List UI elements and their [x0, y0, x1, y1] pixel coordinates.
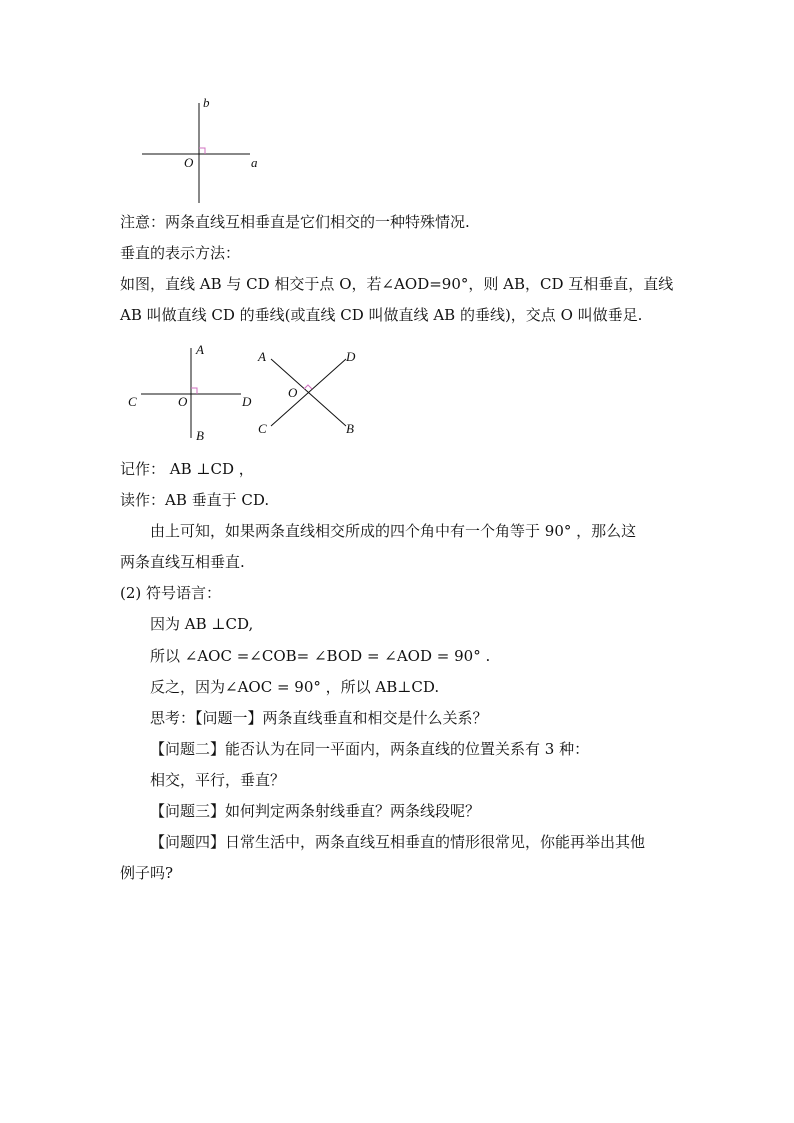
label-b: B	[346, 421, 354, 436]
label-a: A	[196, 342, 204, 357]
because-statement: 因为 AB ⊥CD,	[150, 615, 254, 633]
figure-cross-diagonal	[250, 345, 365, 440]
figure-cross-upright	[125, 340, 265, 445]
label-b: b	[203, 95, 210, 110]
question-one: 思考：【问题一】两条直线垂直和相交是什么关系？	[150, 709, 488, 727]
question-three: 【问题三】如何判定两条射线垂直？两条线段呢？	[150, 802, 481, 820]
note-text: 注意：两条直线互相垂直是它们相交的一种特殊情况.	[120, 213, 470, 231]
right-angle-mark	[191, 388, 197, 394]
label-c: C	[128, 394, 137, 409]
reading-text: 读作：AB 垂直于 CD.	[120, 491, 270, 509]
label-b: B	[196, 428, 204, 443]
figure-perpendicular-ab	[130, 95, 270, 210]
right-angle-mark	[199, 148, 205, 154]
question-two-line-1: 【问题二】能否认为在同一平面内，两条直线的位置关系有 3 种：	[150, 740, 590, 758]
paragraph-line-1: 如图，直线 AB 与 CD 相交于点 O，若∠AOD=90°，则 AB，CD 互相垂直，直线	[120, 275, 674, 293]
question-four-line-1: 【问题四】日常生活中，两条直线互相垂直的情形很常见，你能再举出其他	[150, 833, 646, 851]
conclusion-line-2: 两条直线互相垂直.	[120, 553, 245, 571]
label-c: C	[258, 421, 267, 436]
right-angle-mark	[304, 385, 312, 389]
therefore-statement: 所以 ∠AOC =∠COB= ∠BOD = ∠AOD = 90° .	[150, 647, 491, 665]
label-d: D	[242, 394, 252, 409]
label-o: O	[288, 385, 298, 400]
label-a: A	[258, 349, 266, 364]
label-a: a	[251, 155, 258, 170]
converse-statement: 反之，因为∠AOC = 90° ，所以 AB⊥CD.	[150, 678, 440, 696]
conclusion-line-1: 由上可知，如果两条直线相交所成的四个角中有一个角等于 90° ，那么这	[150, 522, 637, 540]
question-two-line-2: 相交，平行，垂直？	[150, 771, 286, 789]
label-o: O	[184, 155, 194, 170]
method-title: 垂直的表示方法：	[120, 244, 241, 262]
symbol-language-title: (2) 符号语言：	[120, 584, 222, 602]
question-four-line-2: 例子吗?	[120, 864, 174, 882]
paragraph-line-2: AB 叫做直线 CD 的垂线(或直线 CD 叫做直线 AB 的垂线)，交点 O 叫做垂足.	[120, 306, 643, 324]
label-o: O	[178, 394, 188, 409]
label-d: D	[346, 349, 356, 364]
notation-text: 记作： AB ⊥CD ，	[120, 460, 254, 478]
